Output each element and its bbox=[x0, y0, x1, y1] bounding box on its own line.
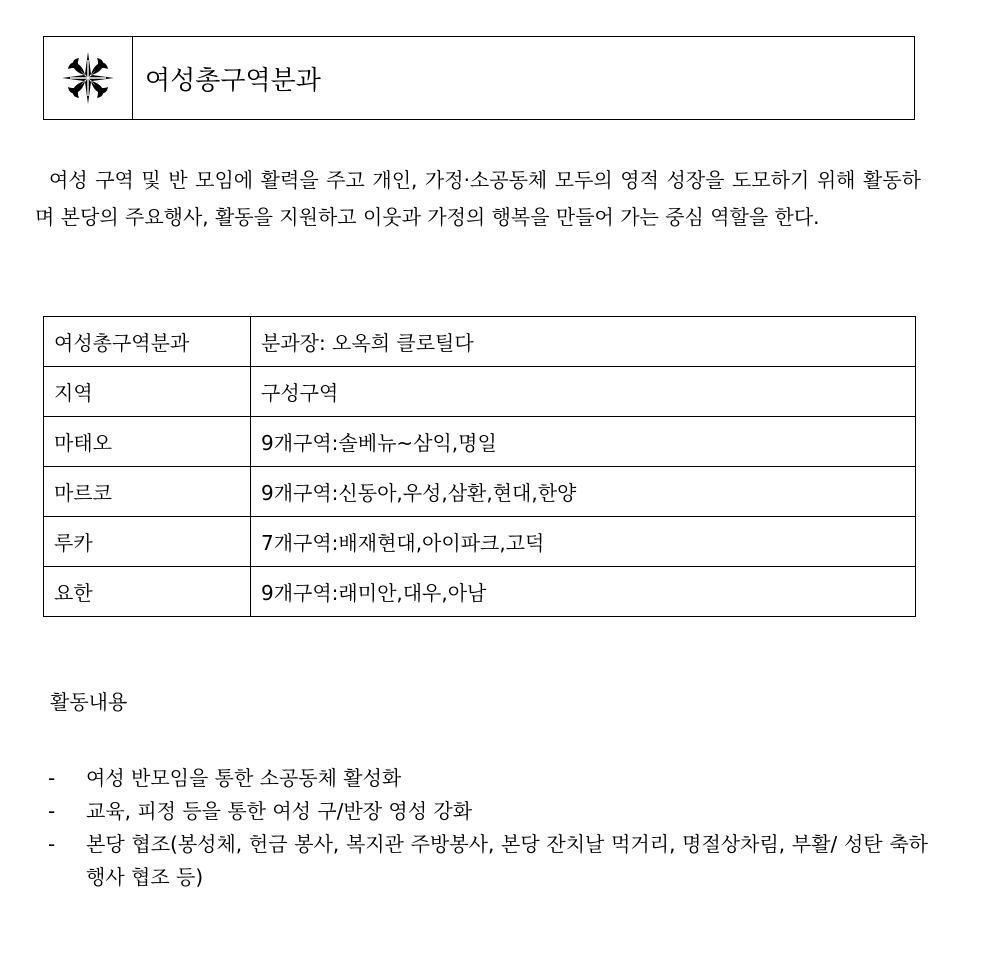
list-item bbox=[48, 762, 928, 795]
bullet-dash: - bbox=[48, 832, 56, 856]
table-cell: 9개구역:래미안,대우,아남 bbox=[251, 567, 916, 617]
district-table bbox=[43, 316, 916, 617]
table-row bbox=[44, 367, 916, 417]
intro-paragraph: 여성 구역 및 반 모임에 활력을 주고 개인, 가정·소공동체 모두의 영적 성장을 도모하기 위해 활동하며 본당의 주요행사, 활동을 지원하고 이웃과 가정의 행복을 만들어 가는 중심 역할을 한다. bbox=[35, 168, 921, 229]
table-row bbox=[44, 317, 916, 367]
table-cell: 지역 bbox=[44, 367, 251, 417]
table-cell: 구성구역 bbox=[251, 367, 916, 417]
table-cell: 마태오 bbox=[44, 417, 251, 467]
table-cell: 여성총구역분과 bbox=[44, 317, 251, 367]
table-cell: 분과장: 오옥희 클로틸다 bbox=[251, 317, 916, 367]
table-cell: 요한 bbox=[44, 567, 251, 617]
activities-list bbox=[48, 762, 928, 894]
table-cell: 루카 bbox=[44, 517, 251, 567]
table-row bbox=[44, 417, 916, 467]
activities-heading: 활동내용 bbox=[50, 690, 128, 714]
table-row bbox=[44, 467, 916, 517]
table-cell: 9개구역:신동아,우성,삼환,현대,한양 bbox=[251, 467, 916, 517]
header-box bbox=[43, 36, 915, 120]
cross-emblem-icon bbox=[61, 51, 115, 105]
list-item-text: 교육, 피정 등을 통한 여성 구/반장 영성 강화 bbox=[86, 799, 473, 823]
table-cell: 7개구역:배재현대,아이파크,고덕 bbox=[251, 517, 916, 567]
list-item bbox=[48, 795, 928, 828]
logo-cell bbox=[44, 37, 133, 119]
list-item bbox=[48, 828, 928, 894]
list-item-text: 본당 협조(봉성체, 헌금 봉사, 복지관 주방봉사, 본당 잔치날 먹거리, 명절상차림, 부활/ 성탄 축하 행사 협조 등) bbox=[86, 832, 928, 889]
table-row bbox=[44, 517, 916, 567]
table-cell: 9개구역:솔베뉴~삼익,명일 bbox=[251, 417, 916, 467]
table-row bbox=[44, 567, 916, 617]
bullet-dash: - bbox=[48, 766, 56, 790]
page-title: 여성총구역분과 bbox=[145, 65, 321, 96]
table-cell: 마르코 bbox=[44, 467, 251, 517]
list-item-text: 여성 반모임을 통한 소공동체 활성화 bbox=[86, 766, 402, 790]
bullet-dash: - bbox=[48, 799, 56, 823]
